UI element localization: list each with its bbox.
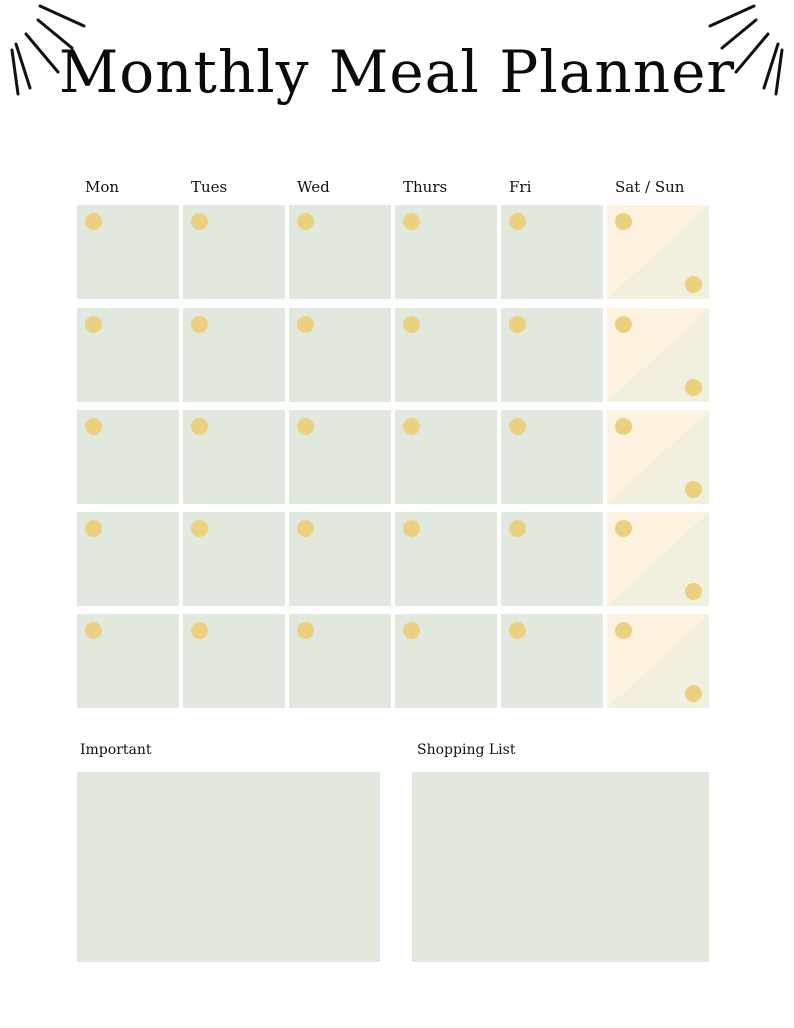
important-label: Important: [80, 742, 152, 758]
shopping-list-box[interactable]: [412, 772, 709, 962]
day-cell[interactable]: [77, 205, 179, 299]
date-dot-icon: [85, 520, 102, 537]
date-dot-icon: [297, 418, 314, 435]
date-dot-icon: [191, 316, 208, 333]
day-cell[interactable]: [289, 308, 391, 402]
date-dot-icon: [509, 622, 526, 639]
day-cell[interactable]: [501, 205, 603, 299]
day-cell[interactable]: [183, 205, 285, 299]
date-dot-icon: [403, 316, 420, 333]
date-dot-icon: [403, 418, 420, 435]
day-cell[interactable]: [289, 205, 391, 299]
date-dot-icon: [403, 622, 420, 639]
page-title: Monthly Meal Planner: [58, 38, 736, 106]
weekend-cell[interactable]: [607, 614, 709, 708]
day-label: Thurs: [403, 178, 448, 196]
date-dot-icon: [297, 316, 314, 333]
weekend-cell[interactable]: [607, 512, 709, 606]
date-dot-icon: [191, 520, 208, 537]
date-dot-icon: [685, 583, 702, 600]
day-cell[interactable]: [77, 614, 179, 708]
day-cell[interactable]: [289, 614, 391, 708]
day-cell[interactable]: [183, 512, 285, 606]
day-cell[interactable]: [289, 410, 391, 504]
day-cell[interactable]: [501, 614, 603, 708]
day-cell[interactable]: [183, 614, 285, 708]
date-dot-icon: [85, 622, 102, 639]
date-dot-icon: [615, 622, 632, 639]
day-cell[interactable]: [183, 308, 285, 402]
date-dot-icon: [509, 520, 526, 537]
day-cell[interactable]: [183, 410, 285, 504]
date-dot-icon: [85, 418, 102, 435]
date-dot-icon: [85, 213, 102, 230]
date-dot-icon: [509, 213, 526, 230]
date-dot-icon: [509, 418, 526, 435]
shopping-list-label: Shopping List: [417, 742, 516, 758]
date-dot-icon: [191, 213, 208, 230]
day-label: Mon: [85, 178, 120, 196]
day-cell[interactable]: [395, 410, 497, 504]
day-cell[interactable]: [395, 614, 497, 708]
date-dot-icon: [297, 622, 314, 639]
day-cell[interactable]: [395, 308, 497, 402]
date-dot-icon: [615, 520, 632, 537]
date-dot-icon: [685, 685, 702, 702]
date-dot-icon: [685, 481, 702, 498]
day-cell[interactable]: [501, 410, 603, 504]
date-dot-icon: [297, 213, 314, 230]
day-cell[interactable]: [501, 308, 603, 402]
date-dot-icon: [191, 418, 208, 435]
date-dot-icon: [191, 622, 208, 639]
day-cell[interactable]: [77, 512, 179, 606]
date-dot-icon: [297, 520, 314, 537]
day-label: Wed: [297, 178, 330, 196]
day-cell[interactable]: [501, 512, 603, 606]
weekend-cell[interactable]: [607, 205, 709, 299]
date-dot-icon: [615, 213, 632, 230]
date-dot-icon: [615, 418, 632, 435]
date-dot-icon: [403, 520, 420, 537]
day-cell[interactable]: [77, 308, 179, 402]
important-box[interactable]: [77, 772, 380, 962]
day-label: Sat / Sun: [615, 178, 685, 196]
date-dot-icon: [615, 316, 632, 333]
day-cell[interactable]: [395, 512, 497, 606]
date-dot-icon: [685, 276, 702, 293]
day-cell[interactable]: [395, 205, 497, 299]
day-label: Tues: [191, 178, 228, 196]
weekend-cell[interactable]: [607, 308, 709, 402]
day-cell[interactable]: [289, 512, 391, 606]
weekend-cell[interactable]: [607, 410, 709, 504]
day-label: Fri: [509, 178, 532, 196]
date-dot-icon: [403, 213, 420, 230]
date-dot-icon: [509, 316, 526, 333]
date-dot-icon: [685, 379, 702, 396]
day-cell[interactable]: [77, 410, 179, 504]
date-dot-icon: [85, 316, 102, 333]
